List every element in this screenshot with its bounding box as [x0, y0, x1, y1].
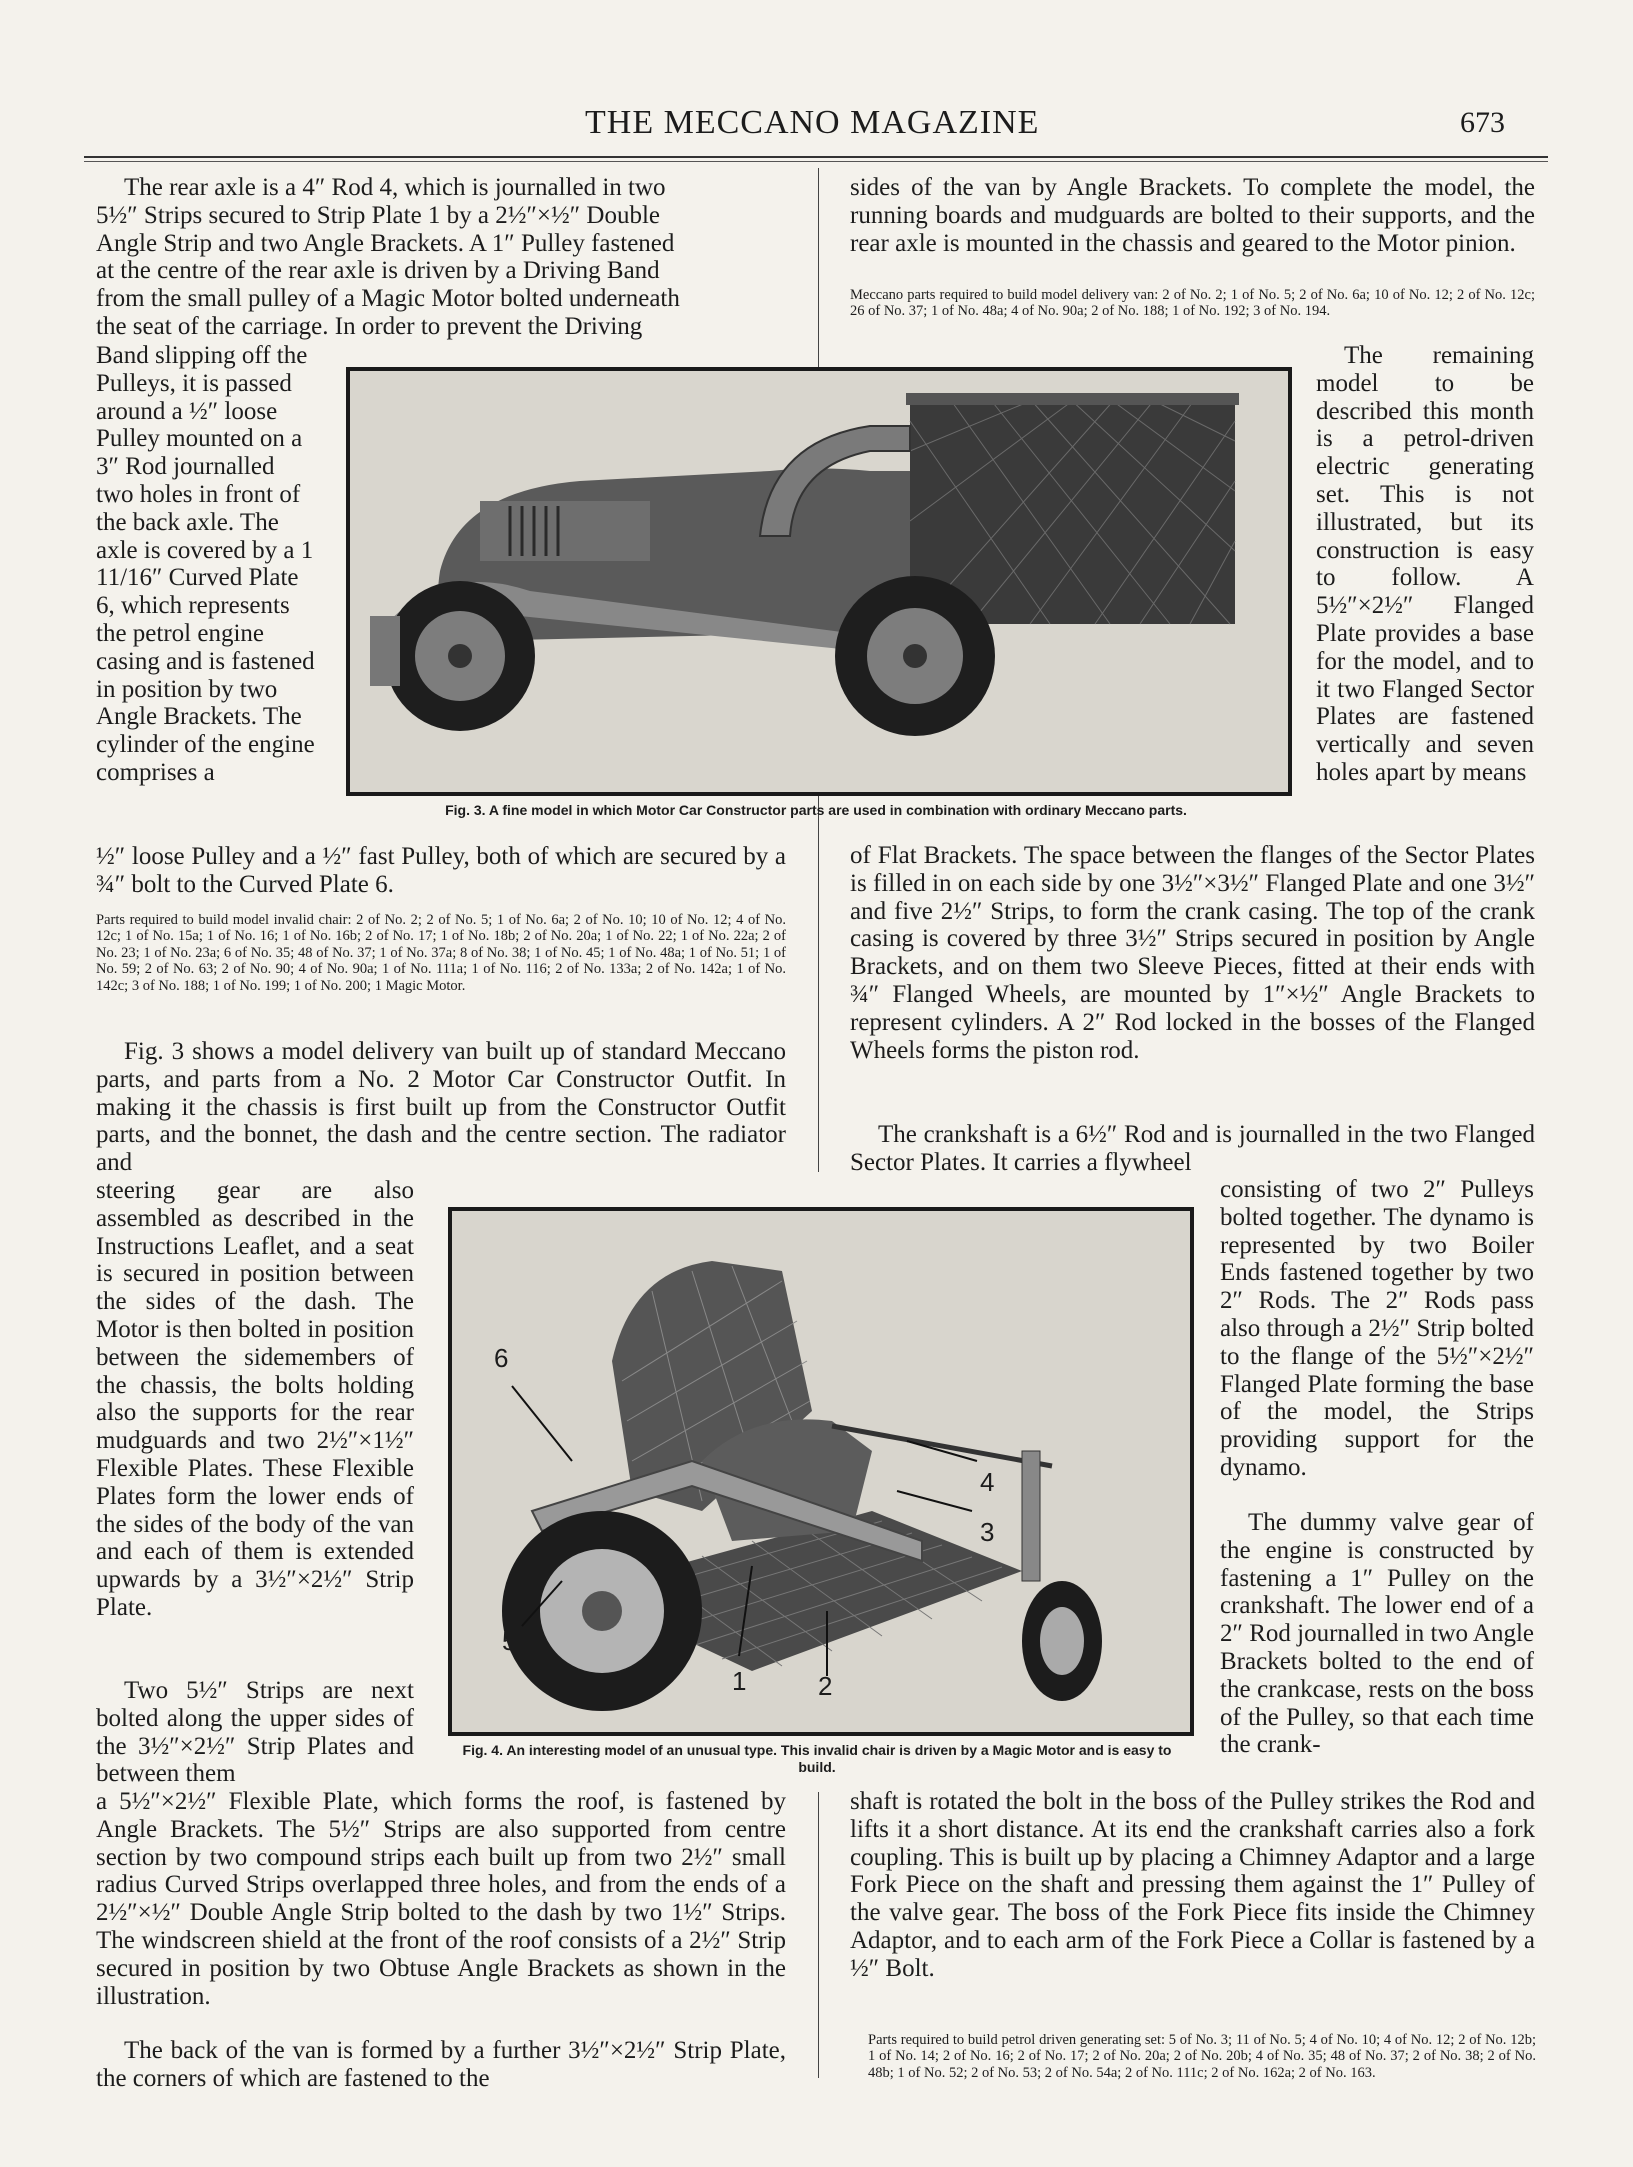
right-paragraph-flat-brackets: of Flat Brackets. The space between the flanges of the Sector Plates is filled in on each side by one 3½″×3½″ Flanged Plate and one 3½″ and five 2½″ Strips, to form the crank casing. The top of the crank casing is covered by three 3½″ Strips secured in position by Angle Brackets, and on them two Sleeve Pieces, fitted at their ends with ¾″ Flanged Wheels, are mounted by 1″×½″ Angle Brackets to represent cylinders. A 2″ Rod locked in the bosses of the Flanged Wheels forms the piston rod.: [850, 842, 1535, 1064]
fig3-photo: [346, 367, 1292, 796]
left-paragraph-roof: a 5½″×2½″ Flexible Plate, which forms the roof, is fastened by Angle Brackets. The 5½″ Strips are also supported from centre section by two compound strips each built up from two 2½″ small radius Curved Strips overlapped three holes, and from the ends of a 2½″×½″ Double Angle Strip bolted to the dash by two 1½″ Strips. The windscreen shield at the front of the roof consists of a 2½″ Strip secured in position by two Obtuse Angle Brackets as shown in the illustration.: [96, 1788, 786, 2010]
page-number: 673: [1460, 106, 1505, 139]
page-header: [0, 104, 1633, 154]
fig4-photo: [448, 1207, 1194, 1736]
fig4-caption: Fig. 4. An interesting model of an unusual type. This invalid chair is driven by a Magic Motor and is easy to build.: [462, 1742, 1172, 1775]
right-paragraph-fork: shaft is rotated the bolt in the boss of the Pulley strikes the Rod and lifts it a short distance. At its end the crankshaft carries also a fork coupling. This is built up by placing a Chimney Adaptor and a large Fork Piece on the shaft and pressing them against the 1″ Pulley of the valve gear. The boss of the Fork Piece fits inside the Chimney Adaptor, and to each arm of the Fork Piece a Collar is fastened by a ½″ Bolt.: [850, 1788, 1535, 1982]
parts-list-invalid-chair: Parts required to build model invalid chair: 2 of No. 2; 2 of No. 5; 1 of No. 6a; 2 of No. 10; 10 of No. 12; 4 of No. 12c; 1 of No. 15a; 1 of No. 16; 1 of No. 16b; 2 of No. 17; 1 of No. 18b; 2 of No. 20a; 1 of No. 22; 1 of No. 22a; 2 of No. 23; 1 of No. 23a; 6 of No. 35; 48 of No. 37; 1 of No. 37a; 8 of No. 38; 1 of No. 45; 1 of No. 48a; 1 of No. 51; 1 of No. 59; 2 of No. 63; 2 of No. 90; 4 of No. 90a; 1 of No. 111a; 1 of No. 116; 2 of No. 133a; 2 of No. 142a; 1 of No. 142c; 3 of No. 188; 1 of No. 199; 1 of No. 200; 1 Magic Motor.: [96, 912, 786, 994]
text-line: 5½″ Strips secured to Strip Plate 1 by a 2½″×½″ Double: [96, 201, 661, 229]
fig4-label-3: 3: [980, 1517, 995, 1547]
right-paragraph-dynamo: consisting of two 2″ Pulleys bolted together. The dynamo is represented by two Boiler Ends fastened together by two 2″ Rods. The 2″ Rods pass also through a 2½″ Strip bolted to the flange of the 5½″×2½″ Flanged Plate forming the base of the model, the Strips providing support for the dynamo.: [1220, 1176, 1534, 1481]
fig4-label-6: 6: [494, 1343, 509, 1373]
right-paragraph-crankshaft: The crankshaft is a 6½″ Rod and is journalled in the two Flanged Sector Plates. It carries a flywheel: [850, 1121, 1535, 1176]
parts-list-generating-set: Parts required to build petrol driven generating set: 5 of No. 3; 11 of No. 5; 4 of No. 10; 4 of No. 12; 2 of No. 12b; 1 of No. 14; 2 of No. 16; 2 of No. 17; 2 of No. 20a; 2 of No. 20b; 4 of No. 35; 48 of No. 37; 2 of No. 38; 2 of No. 48b; 1 of No. 52; 2 of No. 53; 2 of No. 54a; 2 of No. 111c; 2 of No. 162a; 2 of No. 163.: [868, 2032, 1536, 2081]
right-paragraph-top: sides of the van by Angle Brackets. To complete the model, the running boards and mudguards are bolted to their supports, and the rear axle is mounted in the chassis and geared to the Motor pinion.: [850, 174, 1535, 257]
left-paragraph-steering: steering gear are also assembled as described in the Instructions Leaflet, and a seat is secured in position between the sides of the dash. The Motor is then bolted in position between the sidemembers of the chassis, the bolts holding also the supports for the rear mudguards and two 2½″×1½″ Flexible Plates. These Flexible Plates form the lower ends of the sides of the body of the van and each of them is extended upwards by a 3½″×2½″ Strip Plate.: [96, 1177, 414, 1621]
left-paragraph-back: The back of the van is formed by a further 3½″×2½″ Strip Plate, the corners of which are fastened to the: [96, 2037, 786, 2092]
delivery-van-illustration: [350, 371, 1288, 792]
left-paragraph-top: [96, 174, 786, 341]
left-paragraph-fig3: Fig. 3 shows a model delivery van built up of standard Meccano parts, and parts from a No. 2 Motor Car Constructor Outfit. In making it the chassis is first built up from the Constructor Outfit parts, and the bonnet, the dash and the centre section. The radiator and: [96, 1038, 786, 1177]
text-line: from the small pulley of a Magic Motor bolted underneath: [96, 285, 680, 313]
text-line: The rear axle is a 4″ Rod 4, which is journalled in two: [124, 174, 666, 201]
header-rule: [84, 156, 1548, 158]
left-paragraph-end: ½″ loose Pulley and a ½″ fast Pulley, both of which are secured by a ¾″ bolt to the Curved Plate 6.: [96, 843, 786, 898]
fig3-caption: Fig. 3. A fine model in which Motor Car Constructor parts are used in combination with ordinary Meccano parts.: [445, 802, 1187, 818]
left-paragraph-strips: Two 5½″ Strips are next bolted along the upper sides of the 3½″×2½″ Strip Plates and between them: [96, 1677, 414, 1788]
right-paragraph-generator: The remaining model to be described this month is a petrol-driven electric generating set. This is not illustrated, but its construction is easy to follow. A 5½″×2½″ Flanged Plate provides a base for the model, and to it two Flanged Sector Plates are fastened vertically and seven holes apart by means: [1316, 342, 1534, 786]
fig4-label-4: 4: [980, 1467, 995, 1497]
text-line: at the centre of the rear axle is driven by a Driving Band: [96, 257, 660, 285]
fig4-label-5: 5: [502, 1626, 517, 1656]
text-line: Angle Strip and two Angle Brackets. A 1″ Pulley fastened: [96, 229, 675, 257]
header-rule-thin: [84, 161, 1548, 162]
fig4-label-1: 1: [732, 1666, 747, 1696]
fig4-label-2: 2: [818, 1671, 833, 1701]
left-paragraph-narrow: Band slipping off the Pulleys, it is passed around a ½″ loose Pulley mounted on a 3″ Rod journalled two holes in front of the back axle. The axle is covered by a 1 11/16″ Curved Plate 6, which represents the petrol engine casing and is fastened in position by two Angle Brackets. The cylinder of the engine comprises a: [96, 342, 315, 786]
right-paragraph-valve-gear: The dummy valve gear of the engine is constructed by fastening a 1″ Pulley on the crankshaft. The lower end of a 2″ Rod journalled in two Angle Brackets bolted to the end of the crankcase, rests on the boss of the Pulley, so that each time the crank-: [1220, 1509, 1534, 1759]
column-divider-bottom: [818, 1792, 819, 2078]
invalid-chair-illustration: [452, 1211, 1190, 1732]
magazine-title: THE MECCANO MAGAZINE: [585, 104, 1040, 141]
text-line: the seat of the carriage. In order to prevent the Driving: [96, 312, 643, 340]
parts-list-delivery-van: Meccano parts required to build model delivery van: 2 of No. 2; 1 of No. 5; 2 of No. 6a; 10 of No. 12; 2 of No. 12c; 26 of No. 37; 1 of No. 48a; 4 of No. 90a; 2 of No. 188; 1 of No. 192; 3 of No. 194.: [850, 287, 1535, 320]
